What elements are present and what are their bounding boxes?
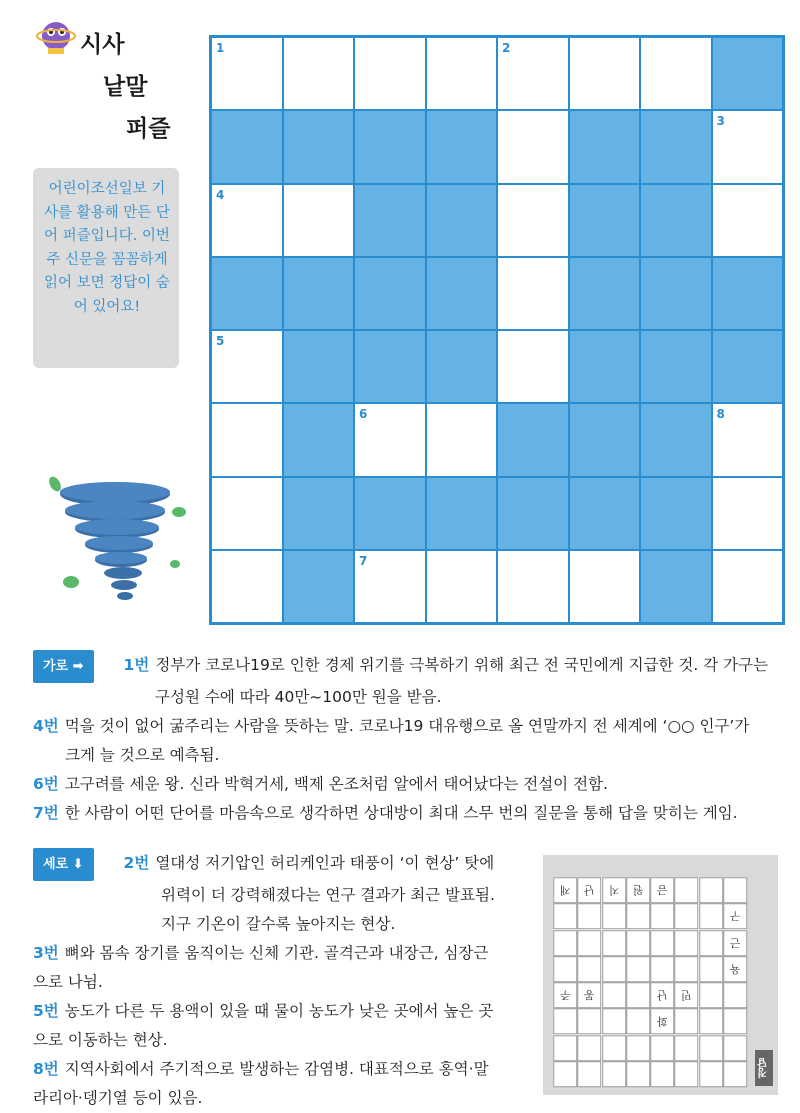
answer-key-cell <box>723 1008 747 1034</box>
answer-key-cell <box>626 930 650 956</box>
answer-key-cell <box>602 982 626 1008</box>
down-section <box>33 848 528 1113</box>
clue-number: 3 <box>716 114 725 129</box>
clue-number-label: 2번 <box>123 854 150 872</box>
answer-key-cell: 원 <box>626 877 650 903</box>
answer-cell[interactable] <box>497 257 569 330</box>
blocked-cell <box>354 184 426 257</box>
answer-key-cell <box>553 903 577 929</box>
answer-cell[interactable] <box>211 403 283 476</box>
title-line-1: 시사 <box>80 32 125 58</box>
answer-key-cell: 난 <box>577 877 601 903</box>
blocked-cell <box>640 403 712 476</box>
answer-key-cell <box>553 930 577 956</box>
answer-key-cell: 지 <box>602 877 626 903</box>
clue-text: 정부가 코로나19로 인한 경제 위기를 극복하기 위해 최근 전 국민에게 지급한 것. 각 가구는 <box>155 656 769 674</box>
across-tag: 가로 ➡ <box>33 650 94 683</box>
answer-key-cell <box>723 1061 747 1087</box>
answer-key-cell <box>602 903 626 929</box>
clue-number: 6 <box>359 407 368 422</box>
blocked-cell <box>211 110 283 183</box>
answer-key-cell <box>650 1061 674 1087</box>
blocked-cell <box>283 110 355 183</box>
answer-key-cell <box>577 1008 601 1034</box>
answer-key-cell <box>699 903 723 929</box>
clue-line <box>33 881 528 910</box>
clue-text: 으로 나뉨. <box>33 973 103 991</box>
answer-cell[interactable] <box>497 184 569 257</box>
answer-cell[interactable] <box>211 330 283 403</box>
answer-key-cell <box>577 956 601 982</box>
clue-text: 농도가 다른 두 용액이 있을 때 물이 농도가 낮은 곳에서 높은 곳 <box>64 1002 494 1020</box>
answer-key-cell: 금 <box>650 877 674 903</box>
clue-line <box>33 770 773 799</box>
answer-label: 정답 <box>755 1050 773 1086</box>
answer-key-cell <box>699 930 723 956</box>
answer-key-cell <box>602 1035 626 1061</box>
across-section <box>33 650 773 828</box>
blocked-cell <box>640 550 712 623</box>
clue-text: 으로 이동하는 현상. <box>33 1031 168 1049</box>
answer-key-cell <box>674 903 698 929</box>
clue-number: 1 <box>216 41 225 55</box>
blocked-cell <box>569 330 641 403</box>
blocked-cell <box>211 257 283 330</box>
title-line-3: 퍼즐 <box>126 116 171 142</box>
answer-key-cell <box>699 1061 723 1087</box>
crossword-grid <box>209 35 785 625</box>
answer-cell[interactable] <box>497 330 569 403</box>
answer-key-cell: 주 <box>553 982 577 1008</box>
answer-key-cell <box>602 930 626 956</box>
clue-line <box>33 910 528 939</box>
blocked-cell <box>640 184 712 257</box>
answer-key-cell <box>650 1035 674 1061</box>
answer-key-cell <box>553 1008 577 1034</box>
answer-cell[interactable] <box>497 110 569 183</box>
clue-text: 구성원 수에 따라 40만~100만 원을 받음. <box>155 688 442 706</box>
answer-grid <box>553 877 747 1087</box>
blocked-cell <box>426 110 498 183</box>
answer-key-cell <box>577 1035 601 1061</box>
blocked-cell <box>569 403 641 476</box>
answer-key-cell <box>674 1061 698 1087</box>
answer-cell[interactable] <box>640 37 712 110</box>
blocked-cell <box>283 403 355 476</box>
answer-key-cell: 재 <box>553 877 577 903</box>
answer-cell[interactable] <box>569 550 641 623</box>
clue-text: 크게 늘 것으로 예측됨. <box>65 746 220 764</box>
blocked-cell <box>283 257 355 330</box>
answer-key-cell <box>650 956 674 982</box>
answer-key-cell <box>626 956 650 982</box>
blocked-cell <box>426 330 498 403</box>
answer-cell[interactable] <box>712 184 784 257</box>
blocked-cell <box>569 184 641 257</box>
clue-number-label: 6번 <box>33 775 59 793</box>
clue-line <box>33 1084 528 1113</box>
blocked-cell <box>712 257 784 330</box>
title-mascot-icon <box>36 14 76 58</box>
answer-key-cell <box>699 982 723 1008</box>
clue-line <box>33 712 773 741</box>
clue-number-label: 5번 <box>33 1002 59 1020</box>
answer-key-cell <box>626 903 650 929</box>
answer-key-cell <box>553 1035 577 1061</box>
answer-key-cell <box>699 956 723 982</box>
answer-cell[interactable] <box>712 403 784 476</box>
clue-number-label: 4번 <box>33 717 59 735</box>
answer-key-cell <box>577 1061 601 1087</box>
answer-key-cell: 몽 <box>577 982 601 1008</box>
blocked-cell <box>354 477 426 550</box>
blocked-cell <box>640 330 712 403</box>
answer-cell[interactable] <box>211 550 283 623</box>
answer-key-cell <box>699 877 723 903</box>
answer-cell[interactable] <box>497 37 569 110</box>
blocked-cell <box>640 110 712 183</box>
blocked-cell <box>640 257 712 330</box>
answer-key-cell: 난 <box>650 982 674 1008</box>
clue-number-label: 1번 <box>123 656 150 674</box>
answer-key-cell: 민 <box>674 982 698 1008</box>
blocked-cell <box>283 477 355 550</box>
clue-line <box>33 683 773 712</box>
clue-number: 7 <box>359 553 368 568</box>
answer-key-cell <box>674 1008 698 1034</box>
clue-number-label: 7번 <box>33 804 59 822</box>
blocked-cell <box>497 403 569 476</box>
answer-key-cell <box>577 903 601 929</box>
answer-key-cell <box>553 1061 577 1087</box>
clue-text: 지구 기온이 갈수록 높아지는 현상. <box>161 915 396 933</box>
blocked-cell <box>354 110 426 183</box>
blocked-cell <box>712 330 784 403</box>
clue-line <box>33 799 773 828</box>
clue-text: 라리아·뎅기열 등이 있음. <box>33 1089 203 1107</box>
answer-key-cell <box>699 1008 723 1034</box>
answer-cell[interactable] <box>712 110 784 183</box>
blocked-cell <box>283 550 355 623</box>
answer-key-cell <box>577 930 601 956</box>
answer-cell[interactable] <box>354 550 426 623</box>
answer-key-cell <box>626 1061 650 1087</box>
answer-key-cell <box>650 930 674 956</box>
answer-key-cell <box>650 903 674 929</box>
answer-key-cell <box>602 1061 626 1087</box>
answer-cell[interactable] <box>426 550 498 623</box>
clue-line <box>33 741 773 770</box>
clue-number: 8 <box>716 407 725 422</box>
clue-line <box>33 997 528 1026</box>
answer-cell[interactable] <box>426 403 498 476</box>
answer-key-cell <box>626 1035 650 1061</box>
answer-cell[interactable] <box>712 550 784 623</box>
clue-number: 5 <box>216 334 225 348</box>
answer-cell[interactable] <box>712 477 784 550</box>
clue-text: 뼈와 몸속 장기를 움직이는 신체 기관. 골격근과 내장근, 심장근 <box>64 944 489 962</box>
clue-line <box>33 1055 528 1084</box>
answer-cell[interactable] <box>283 184 355 257</box>
answer-key-cell <box>674 1035 698 1061</box>
clue-text: 지역사회에서 주기적으로 발생하는 감염병. 대표적으로 홍역·말 <box>64 1060 489 1078</box>
blocked-cell <box>569 477 641 550</box>
blocked-cell <box>497 477 569 550</box>
answer-cell[interactable] <box>354 37 426 110</box>
intro-text: 어린이조선일보 기사를 활용해 만든 단어 퍼즐입니다. 이번 주 신문을 꼼꼼하게 읽어 보면 정답이 숨어 있어요! <box>44 181 170 315</box>
blocked-cell <box>712 37 784 110</box>
clue-line <box>33 848 528 881</box>
blocked-cell <box>354 330 426 403</box>
answer-key-cell: 근 <box>723 930 747 956</box>
answer-key-cell: 구 <box>723 903 747 929</box>
clue-number: 4 <box>216 187 225 202</box>
intro-box <box>33 168 179 368</box>
answer-cell[interactable] <box>211 37 283 110</box>
answer-cell[interactable] <box>211 477 283 550</box>
clue-line <box>33 1026 528 1055</box>
answer-cell[interactable] <box>426 37 498 110</box>
answer-key-cell <box>626 982 650 1008</box>
answer-key-cell <box>674 930 698 956</box>
answer-box <box>543 855 778 1095</box>
answer-key-cell <box>699 1035 723 1061</box>
answer-key-cell <box>553 956 577 982</box>
clue-number-label: 3번 <box>33 944 59 962</box>
clue-text: 한 사람이 어떤 단어를 마음속으로 생각하면 상대방이 최대 스무 번의 질문을 통해 답을 맞히는 게임. <box>64 804 738 822</box>
blocked-cell <box>354 257 426 330</box>
answer-key-cell <box>602 1008 626 1034</box>
answer-cell[interactable] <box>497 550 569 623</box>
answer-key-cell <box>723 982 747 1008</box>
clue-number-label: 8번 <box>33 1060 59 1078</box>
clue-text: 위력이 더 강력해졌다는 연구 결과가 최근 발표됨. <box>161 886 495 904</box>
clue-number: 2 <box>502 41 511 55</box>
blocked-cell <box>640 477 712 550</box>
answer-key-cell <box>602 956 626 982</box>
answer-cell[interactable] <box>211 184 283 257</box>
clue-line <box>33 939 528 968</box>
answer-key-cell: 화 <box>650 1008 674 1034</box>
clue-line <box>33 968 528 997</box>
clue-line <box>33 650 773 683</box>
clue-text: 열대성 저기압인 허리케인과 태풍이 ‘이 현상’ 탓에 <box>155 854 495 872</box>
title-line-2: 낱말 <box>103 74 148 100</box>
blocked-cell <box>426 257 498 330</box>
answer-key-cell <box>626 1008 650 1034</box>
clue-text: 고구려를 세운 왕. 신라 박혁거세, 백제 온조처럼 알에서 태어났다는 전설이 전함. <box>64 775 608 793</box>
tornado-icon <box>45 472 195 612</box>
blocked-cell <box>569 110 641 183</box>
answer-key-cell <box>674 877 698 903</box>
answer-key-cell <box>674 956 698 982</box>
blocked-cell <box>426 184 498 257</box>
answer-cell[interactable] <box>569 37 641 110</box>
answer-key-cell <box>723 1035 747 1061</box>
blocked-cell <box>569 257 641 330</box>
answer-cell[interactable] <box>354 403 426 476</box>
down-tag: 세로 ⬇ <box>33 848 94 881</box>
blocked-cell <box>426 477 498 550</box>
answer-key-cell: 육 <box>723 956 747 982</box>
answer-cell[interactable] <box>283 37 355 110</box>
answer-key-cell <box>723 877 747 903</box>
clue-text: 먹을 것이 없어 굶주리는 사람을 뜻하는 말. 코로나19 대유행으로 올 연말까지 전 세계에 ‘○○ 인구’가 <box>64 717 750 735</box>
blocked-cell <box>283 330 355 403</box>
